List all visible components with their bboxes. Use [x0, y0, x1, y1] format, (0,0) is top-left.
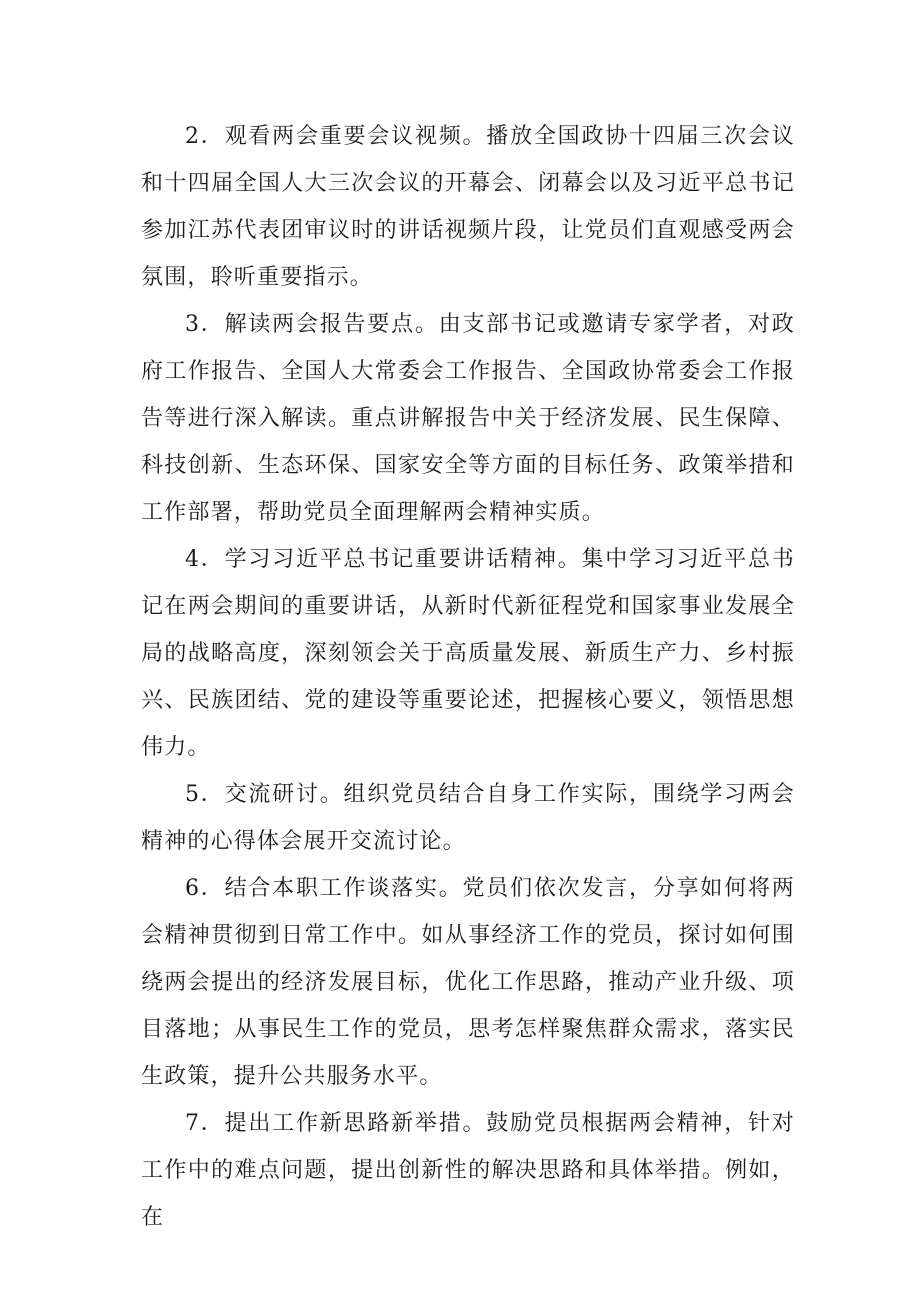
paragraph-item-7: 7．提出工作新思路新举措。鼓励党员根据两会精神，针对工作中的难点问题，提出创新性的解决思路和具体举措。例如，在	[141, 1111, 795, 1230]
paragraph-item-5: 5．交流研讨。组织党员结合自身工作实际，围绕学习两会精神的心得体会展开交流讨论。	[141, 782, 795, 854]
document-body	[141, 113, 795, 1241]
paragraph-item-4: 4．学习习近平总书记重要讲话精神。集中学习习近平总书记在两会期间的重要讲话，从新时代新征程党和国家事业发展全局的战略高度，深刻领会关于高质量发展、新质生产力、乡村振兴、民族团结、党的建设等重要论述，把握核心要义，领悟思想伟力。	[141, 547, 795, 760]
paragraph-item-6: 6．结合本职工作谈落实。党员们依次发言，分享如何将两会精神贯彻到日常工作中。如从事经济工作的党员，探讨如何围绕两会提出的经济发展目标，优化工作思路，推动产业升级、项目落地；从事民生工作的党员，思考怎样聚焦群众需求，落实民生政策，提升公共服务水平。	[141, 876, 795, 1089]
paragraph-item-3: 3．解读两会报告要点。由支部书记或邀请专家学者，对政府工作报告、全国人大常委会工作报告、全国政协常委会工作报告等进行深入解读。重点讲解报告中关于经济发展、民生保障、科技创新、生态环保、国家安全等方面的目标任务、政策举措和工作部署，帮助党员全面理解两会精神实质。	[141, 312, 795, 525]
paragraph-item-2: 2．观看两会重要会议视频。播放全国政协十四届三次会议和十四届全国人大三次会议的开幕会、闭幕会以及习近平总书记参加江苏代表团审议时的讲话视频片段，让党员们直观感受两会氛围，聆听重要指示。	[141, 124, 795, 290]
